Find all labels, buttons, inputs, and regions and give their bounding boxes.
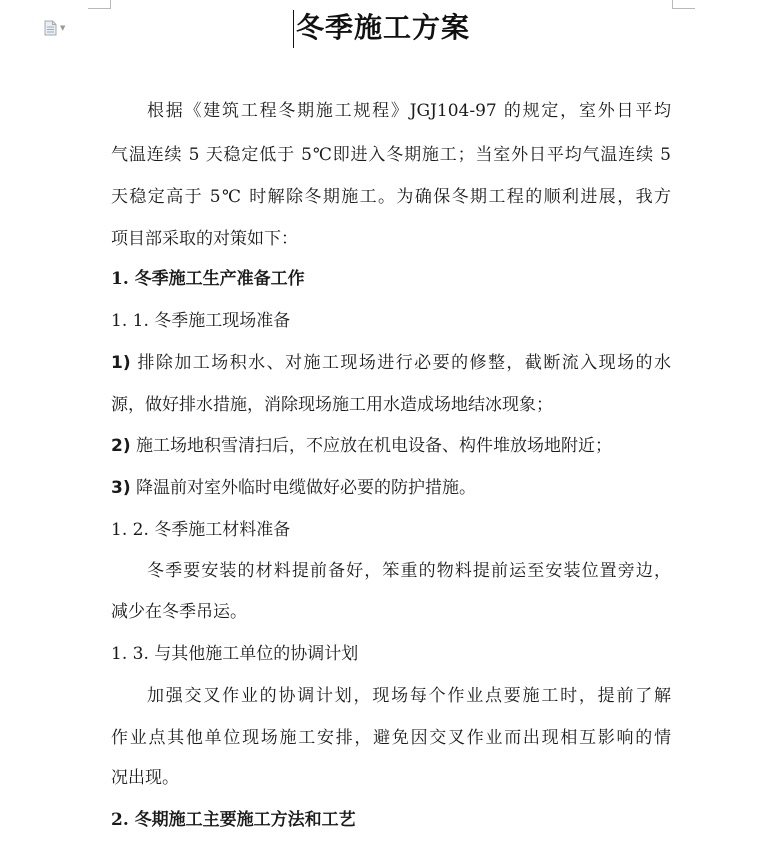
- subsection-heading: 1. 3. 与其他施工单位的协调计划: [111, 644, 359, 664]
- page-title: 冬季施工方案: [296, 11, 471, 44]
- list-item-text: 施工场地积雪清扫后，不应放在机电设备、构件堆放场地附近；: [136, 436, 613, 456]
- list-item-number: 1): [111, 353, 131, 373]
- paragraph-line: 加强交叉作业的协调计划，现场每个作业点要施工时，提前了解: [147, 686, 671, 706]
- list-item-text: 排除加工场积水、对施工现场进行必要的修整，截断流入现场的水: [137, 353, 671, 373]
- page-corner-mark-left: [88, 0, 111, 9]
- paragraph-line: 冬季要安装的材料提前备好，笨重的物料提前运至安装位置旁边，: [147, 561, 671, 581]
- list-item: [111, 433, 671, 459]
- list-item: [111, 350, 671, 376]
- section-heading: 2. 冬期施工主要施工方法和工艺: [111, 810, 356, 830]
- list-item-number: 2): [111, 436, 131, 456]
- list-item-number: 3): [111, 478, 131, 498]
- list-item-text: 降温前对室外临时电缆做好必要的防护措施。: [136, 478, 477, 498]
- paragraph-line: 况出现。: [111, 768, 179, 788]
- paragraph-line: 项目部采取的对策如下：: [111, 229, 298, 249]
- paragraph-line: 气温连续 5 天稳定低于 5℃即进入冬期施工；当室外日平均气温连续 5: [111, 145, 671, 165]
- page-corner-mark-right: [672, 0, 695, 9]
- paragraph-line: 作业点其他单位现场施工安排，避免因交叉作业而出现相互影响的情: [111, 728, 671, 748]
- document-icon: [44, 20, 57, 36]
- section-heading: 1. 冬季施工生产准备工作: [111, 269, 305, 289]
- subsection-heading: 1. 1. 冬季施工现场准备: [111, 311, 291, 331]
- document-options-button[interactable]: [44, 20, 65, 36]
- subsection-heading: 1. 2. 冬季施工材料准备: [111, 520, 291, 540]
- text-cursor: [293, 10, 294, 48]
- paragraph-line: 天稳定高于 5℃ 时解除冬期施工。为确保冬期工程的顺利进展，我方: [111, 187, 671, 207]
- paragraph-line: 减少在冬季吊运。: [111, 602, 247, 622]
- list-item: [111, 475, 671, 501]
- paragraph-line: 源，做好排水措施，消除现场施工用水造成场地结冰现象；: [111, 395, 553, 415]
- paragraph-line: 根据《建筑工程冬期施工规程》JGJ104-97 的规定，室外日平均: [147, 101, 671, 121]
- chevron-down-icon: ▼: [60, 23, 66, 32]
